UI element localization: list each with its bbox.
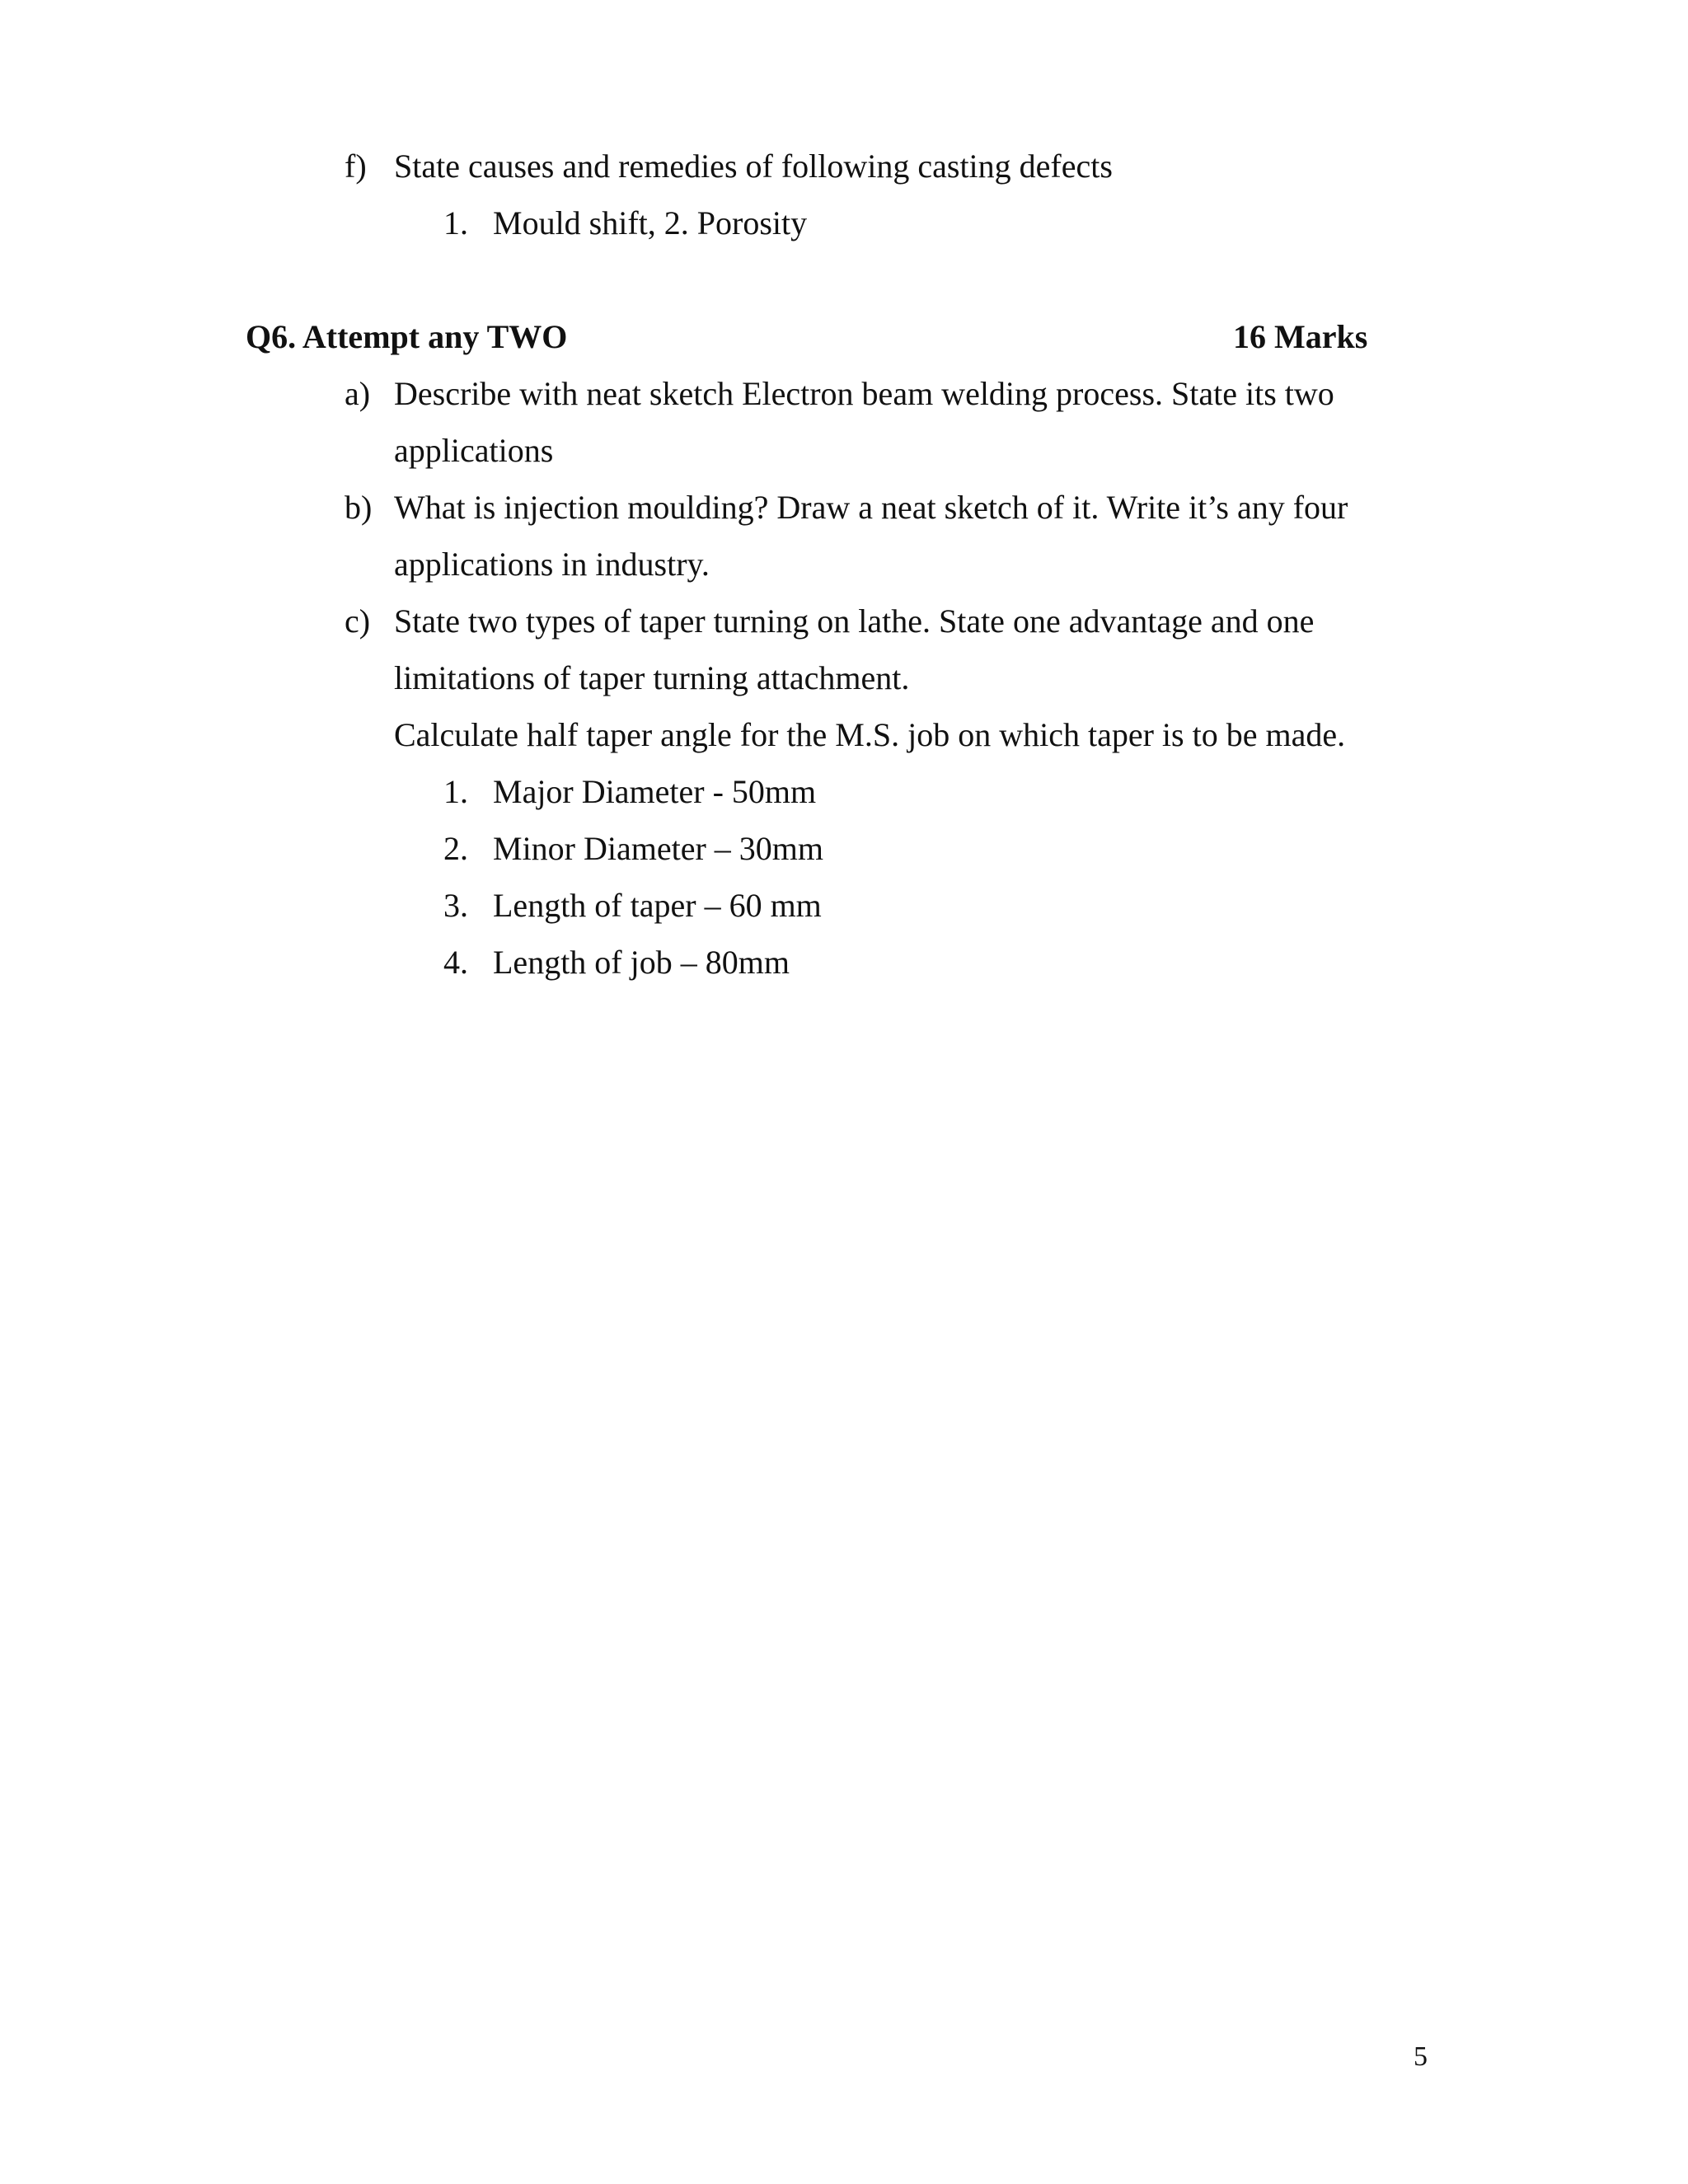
question-heading: Q6. Attempt any TWO [246,318,568,355]
item-c-line-3: Calculate half taper angle for the M.S. job on which taper is to be made. [394,716,1346,753]
item-c-marker: c) [345,602,371,640]
item-f-subitem-text: Mould shift, 2. Porosity [493,204,808,241]
item-b-line-1: What is injection moulding? Draw a neat sketch of it. Write it’s any four [394,489,1348,526]
item-c-subitem-4-marker: 4. [443,944,468,981]
item-f-subitem-marker: 1. [443,204,468,241]
item-c-subitem-1-marker: 1. [443,773,468,810]
question-marks: 16 Marks [1233,318,1368,355]
item-c-subitem-4-text: Length of job – 80mm [493,944,790,981]
item-c-subitem-3-text: Length of taper – 60 mm [493,887,822,924]
item-f-marker: f) [345,148,367,185]
page-number: 5 [1414,2041,1428,2072]
item-a-line-2: applications [394,432,554,469]
item-c-subitem-3-marker: 3. [443,887,468,924]
item-c-subitem-1-text: Major Diameter - 50mm [493,773,817,810]
item-c-line-2: limitations of taper turning attachment. [394,659,910,696]
item-c-line-1: State two types of taper turning on lathe. State one advantage and one [394,602,1315,640]
item-b-marker: b) [345,489,373,526]
item-a-line-1: Describe with neat sketch Electron beam welding process. State its two [394,375,1334,412]
item-c-subitem-2-text: Minor Diameter – 30mm [493,830,824,867]
item-a-marker: a) [345,375,371,412]
item-b-line-2: applications in industry. [394,546,710,583]
item-c-subitem-2-marker: 2. [443,830,468,867]
item-f-text: State causes and remedies of following casting defects [394,148,1113,185]
